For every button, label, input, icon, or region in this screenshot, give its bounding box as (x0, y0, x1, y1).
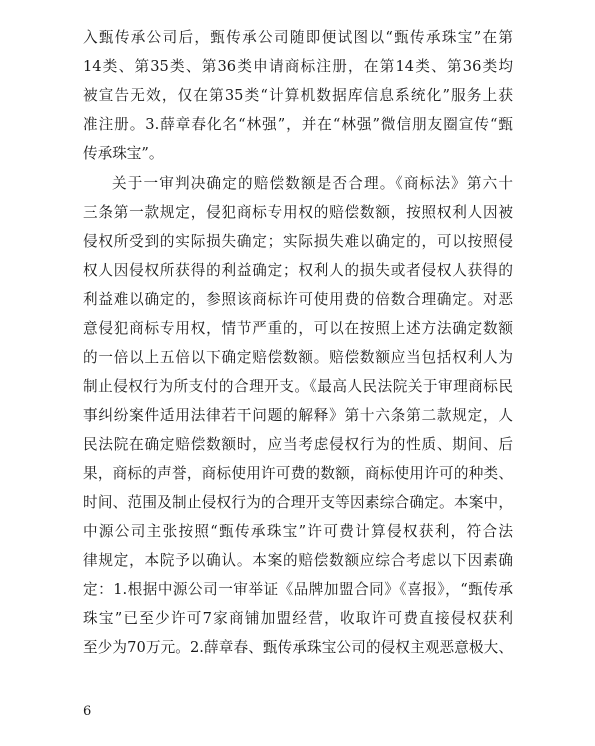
text-line: 制止侵权行为所支付的合理开支。《最高人民法院关于审理商标民 (83, 378, 513, 395)
text-line: 事纠纷案件适用法律若干问题的解释》第十六条第二款规定，人 (83, 407, 513, 424)
text-line: 准注册。3.薛章春化名“林强”，并在“林强”微信朋友圈宣传“甄 (83, 116, 513, 133)
text-line: 时间、范围及制止侵权行为的合理开支等因素综合确定。本案中， (83, 494, 513, 511)
text-line: 14类、第35类、第36类申请商标注册，在第14类、第36类均 (83, 58, 513, 75)
text-line: 利益难以确定的，参照该商标许可使用费的倍数合理确定。对恶 (83, 291, 513, 308)
text-line: 至少为70万元。2.薛章春、甄传承珠宝公司的侵权主观恶意极大、 (83, 639, 513, 656)
text-line: 定：1.根据中源公司一审举证《品牌加盟合同》《喜报》，“甄传承 (83, 581, 513, 598)
text-line: 被宣告无效，仅在第35类“计算机数据库信息系统化”服务上获 (83, 87, 513, 104)
page-number: 6 (83, 704, 92, 719)
text-line: 律规定，本院予以确认。本案的赔偿数额应综合考虑以下因素确 (83, 552, 513, 569)
text-line: 入甄传承公司后，甄传承公司随即便试图以“甄传承珠宝”在第 (83, 29, 513, 46)
text-line: 中源公司主张按照“甄传承珠宝”许可费计算侵权获利，符合法 (83, 523, 513, 540)
text-line: 果，商标的声誉，商标使用许可费的数额，商标使用许可的种类、 (83, 465, 513, 482)
text-line: 的一倍以上五倍以下确定赔偿数额。赔偿数额应当包括权利人为 (83, 349, 513, 366)
text-line: 三条第一款规定，侵犯商标专用权的赔偿数额，按照权利人因被 (83, 204, 513, 221)
text-line: 侵权所受到的实际损失确定；实际损失难以确定的，可以按照侵 (83, 233, 513, 250)
text-line: 传承珠宝”。 (83, 145, 164, 162)
text-line: 意侵犯商标专用权，情节严重的，可以在按照上述方法确定数额 (83, 320, 513, 337)
paragraph-first-line: 关于一审判决确定的赔偿数额是否合理。《商标法》第六十 (112, 175, 513, 192)
text-line: 珠宝”已至少许可7家商铺加盟经营，收取许可费直接侵权获利 (83, 610, 513, 627)
text-line: 权人因侵权所获得的利益确定；权利人的损失或者侵权人获得的 (83, 262, 513, 279)
text-line: 民法院在确定赔偿数额时，应当考虑侵权行为的性质、期间、后 (83, 436, 513, 453)
